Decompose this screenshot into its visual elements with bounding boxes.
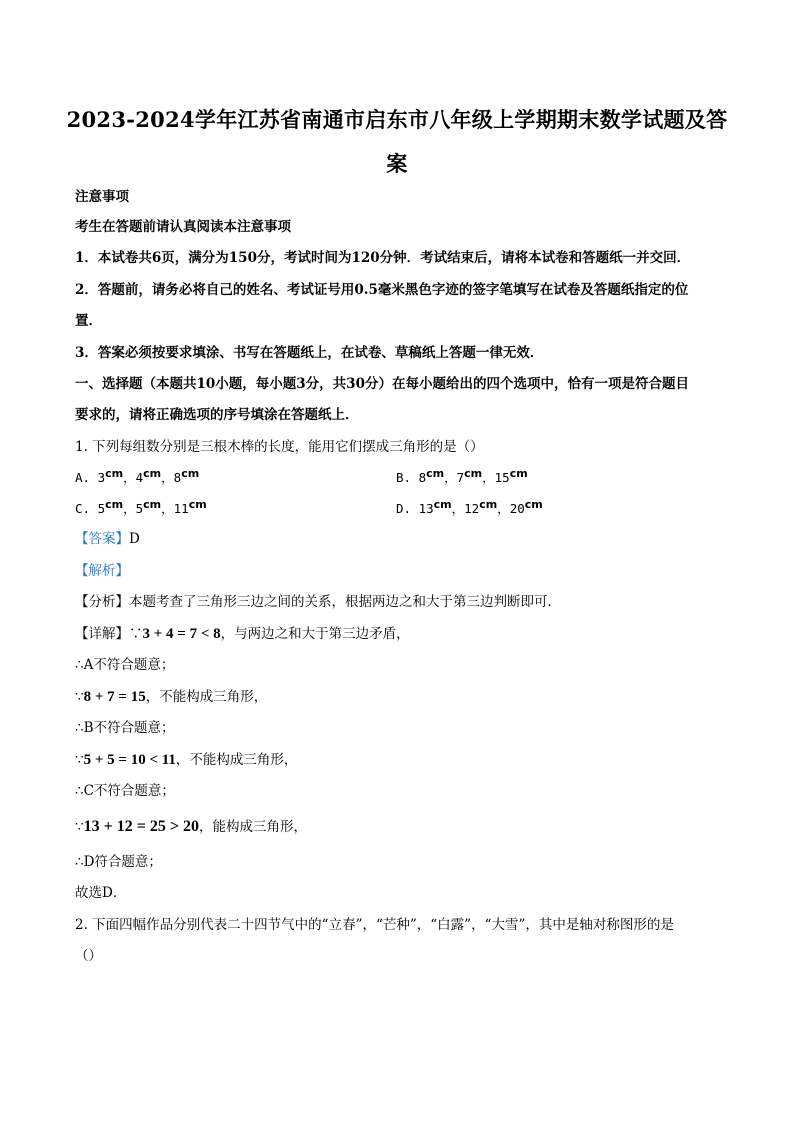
q1-step-4-conclusion: ∴D符合题意；	[75, 854, 162, 870]
notice-3: 3．答案必须按要求填涂、书写在答题纸上，在试卷、草稿纸上答题一律无效．	[75, 345, 544, 361]
notice-heading: 注意事项	[75, 189, 129, 205]
q1-option-d: D. 13cm，12cm，20cm	[396, 498, 543, 516]
q1-final: 故选D．	[75, 885, 127, 901]
q2-stem-b: （）	[75, 948, 102, 964]
title-line-2: 案	[386, 151, 408, 176]
q1-fenxi: 【分析】本题考查了三角形三边之间的关系，根据两边之和大于第三边判断即可．	[75, 594, 561, 610]
q1-step-2: ∵8 + 7 = 15，不能构成三角形，	[75, 689, 268, 705]
q2-stem-a: 2. 下面四幅作品分别代表二十四节气中的“立春”，“芒种”，“白露”，“大雪”，其中是轴对称图形的是	[75, 917, 674, 933]
notice-sub: 考生在答题前请认真阅读本注意事项	[75, 219, 291, 235]
q1-step-3: ∵5 + 5 = 10 < 11，不能构成三角形，	[75, 752, 298, 768]
q1-analysis-tag: 【解析】	[75, 563, 129, 579]
notice-2b: 置．	[75, 313, 102, 329]
q1-option-b: B. 8cm，7cm，15cm	[396, 467, 528, 485]
title-line-1: 2023-2024学年江苏省南通市启东市八年级上学期期末数学试题及答	[66, 107, 728, 132]
notice-2a: 2．答题前，请务必将自己的姓名、考试证号用0.5毫米黑色字迹的签字笔填写在试卷及答题纸指定的位	[75, 282, 689, 298]
q1-step-1-conclusion: ∴A不符合题意；	[75, 657, 175, 673]
q1-step-1: 【详解】∵3 + 4 = 7 < 8，与两边之和大于第三边矛盾，	[75, 626, 410, 642]
q1-step-2-conclusion: ∴B不符合题意；	[75, 720, 175, 736]
q1-option-a: A. 3cm，4cm，8cm	[75, 467, 200, 485]
q1-step-3-conclusion: ∴C不符合题意；	[75, 783, 175, 799]
notice-1: 1．本试卷共6页，满分为150分，考试时间为120分钟．考试结束后，请将本试卷和答题纸一并交回．	[75, 250, 691, 266]
q1-stem: 1. 下列每组数分别是三根木棒的长度，能用它们摆成三角形的是（）	[75, 439, 484, 455]
q1-option-c: C. 5cm，5cm，11cm	[75, 498, 207, 516]
section-1-line-b: 要求的，请将正确选项的序号填涂在答题纸上．	[75, 407, 359, 423]
q1-answer: 【答案】D	[75, 531, 140, 547]
section-1-line-a: 一、选择题（本题共10小题，每小题3分，共30分）在每小题给出的四个选项中，恰有一项是符合题目	[75, 376, 689, 392]
q1-step-4: ∵13 + 12 = 25 > 20，能构成三角形，	[75, 818, 307, 835]
